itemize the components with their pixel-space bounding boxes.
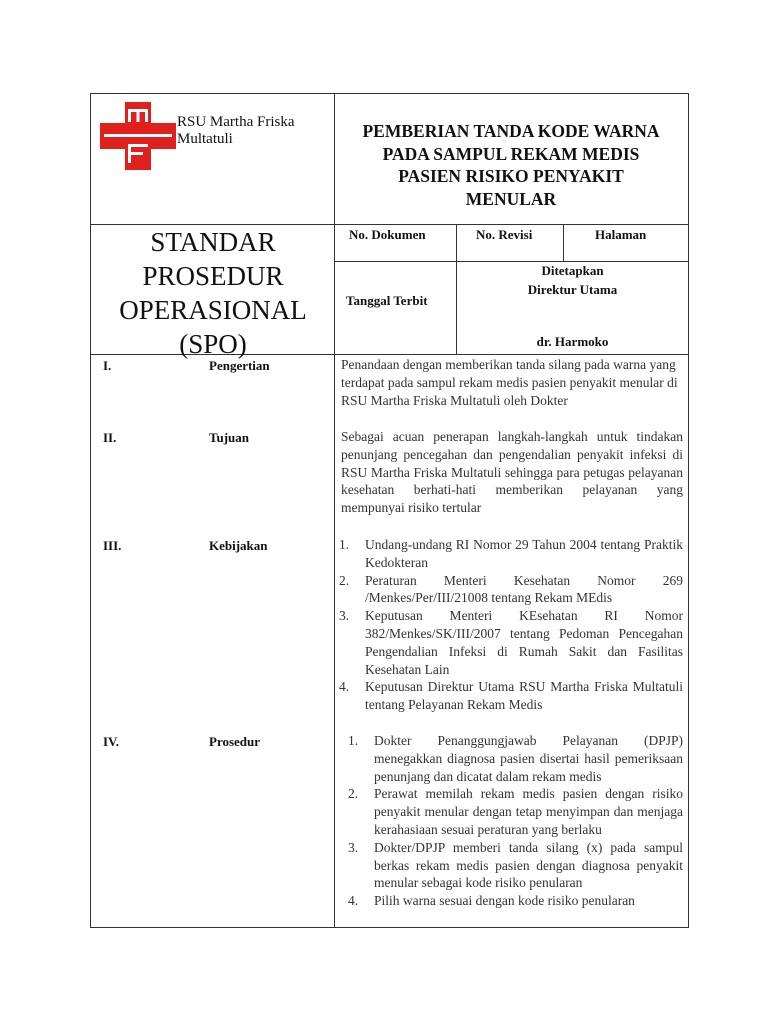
section-label: Kebijakan [209,538,268,553]
list-item: 3. Dokter/DPJP memberi tanda silang (x) pada sampul berkas rekam medis pasien dengan diagnosa penyakit menular sebagai kode risiko penularan [348,839,683,891]
section-label: Tujuan [209,430,249,445]
divider [335,261,688,262]
tanggal-terbit-label: Tanggal Terbit [346,293,428,308]
section-number: I. [103,358,112,373]
spo-document-table [90,93,689,928]
section-number: IV. [103,734,120,749]
hospital-logo [100,102,176,175]
list-item: 1. Dokter Penanggungjawab Pelayanan (DPJP) menegakkan diagnosa pasien disertai hasil pemeriksaan penunjang dan dicatat dalam rekam medis [348,733,683,784]
prosedur-list [348,732,683,910]
director-name: dr. Harmoko [536,334,609,349]
section-number: III. [103,538,122,553]
divider [563,224,564,261]
list-item: 4. Pilih warna sesuai dengan kode risiko penularan [348,893,635,909]
tujuan-text: Sebagai acuan penerapan langkah-langkah untuk tindakan penunjang pencegahan dan pengendalian penyakit infeksi di RSU Martha Friska Multatuli sehingga para petugas pelayanan kesehatan berhati-hati memberikan pelayanan yang mempunyai risiko tertular [341,429,683,516]
halaman-label: Halaman [595,227,647,242]
list-item: 2. Peraturan Menteri Kesehatan Nomor 269 /Menkes/Per/III/21008 tentang Rekam MEdis [339,572,683,606]
section-number: II. [103,430,117,445]
list-item: 4. Keputusan Direktur Utama RSU Martha Friska Multatuli tentang Pelayanan Rekam Medis [339,679,683,713]
document-title: PEMBERIAN TANDA KODE WARNA PADA SAMPUL REKAM MEDIS PASIEN RISIKO PENYAKIT MENULAR [362,121,660,209]
kebijakan-list [339,536,683,714]
direktur-label: Direktur Utama [527,282,618,297]
hospital-name: RSU Martha Friska Multatuli [177,114,295,147]
spo-heading: STANDAR PROSEDUR OPERASIONAL (SPO) [119,227,307,359]
section-label: Prosedur [209,734,261,749]
section-label: Pengertian [209,358,270,373]
list-item: 3. Keputusan Menteri KEsehatan RI Nomor 382/Menkes/SK/III/2007 tentang Pedoman Pencegahan Pengendalian Infeksi di Rumah Sakit dan Fasilitas Kesehatan Lain [339,608,683,677]
no-revisi-label: No. Revisi [476,227,533,242]
divider [334,94,335,927]
list-item: 2. Perawat memilah rekam medis pasien dengan risiko penyakit menular dengan tetap menyimpan dan menjaga kerahasiaan sesuai peraturan yang berlaku [348,786,683,837]
list-item: 1. Undang-undang RI Nomor 29 Tahun 2004 tentang Praktik Kedokteran [339,537,683,570]
ditetapkan-label: Ditetapkan [541,263,604,278]
pengertian-text: Penandaan dengan memberikan tanda silang pada warna yang terdapat pada sampul rekam medis pasien penyakit menular di RSU Martha Friska Multatuli oleh Dokter [341,357,678,408]
no-dokumen-label: No. Dokumen [349,227,426,242]
